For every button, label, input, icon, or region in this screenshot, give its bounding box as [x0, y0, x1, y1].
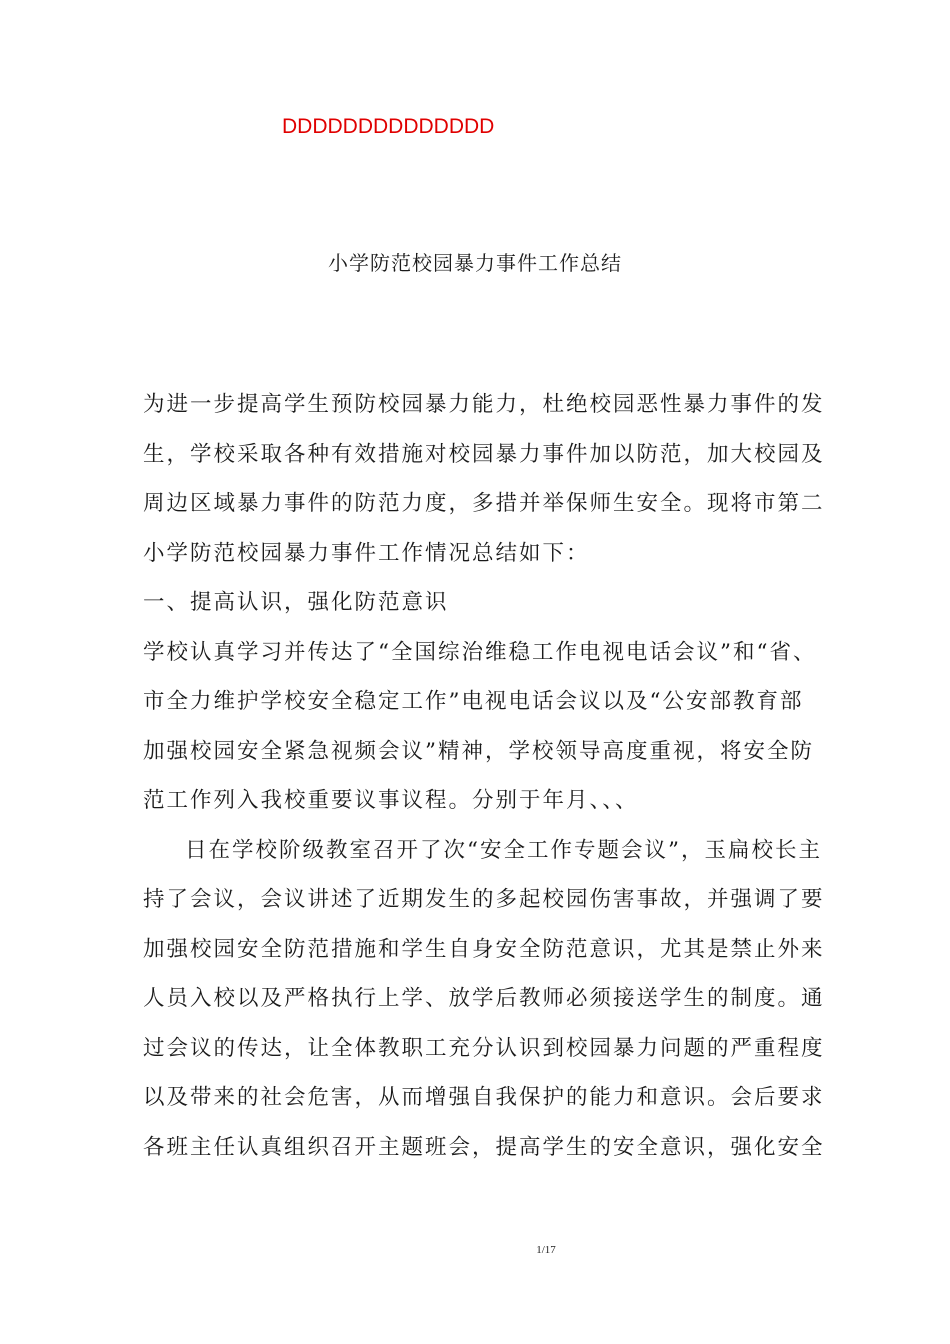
document-body	[143, 386, 833, 1178]
body-line: 为进一步提高学生预防校园暴力能力，杜绝校园恶性暴力事件的发	[143, 392, 825, 417]
body-line: 持了会议，会议讲述了近期发生的多起校园伤害事故，并强调了要	[143, 887, 825, 912]
section-heading: 一、提高认识，强化防范意识	[143, 590, 449, 615]
page-indicator: 1/17	[536, 1244, 556, 1256]
body-line: 人员入校以及严格执行上学、放学后教师必须接送学生的制度。通	[143, 986, 825, 1011]
body-line: 日在学校阶级教室召开了次“安全工作专题会议”，玉扁校长主	[185, 837, 822, 863]
body-line: 小学防范校园暴力事件工作情况总结如下：	[143, 540, 590, 566]
body-line: 过会议的传达，让全体教职工充分认识到校园暴力问题的严重程度	[143, 1035, 825, 1061]
body-line: 加强校园安全紧急视频会议”精神，学校领导高度重视，将安全防	[143, 738, 814, 764]
document-title: 小学防范校园暴力事件工作总结	[328, 251, 622, 275]
body-line: 以及带来的社会危害，从而增强自我保护的能力和意识。会后要求	[143, 1085, 825, 1110]
body-line: 范工作列入我校重要议事议程。分别于年月、、、	[143, 788, 639, 813]
body-line: 学校认真学习并传达了“全国综治维稳工作电视电话会议”和“省、	[143, 639, 817, 665]
body-line: 各班主任认真组织召开主题班会，提高学生的安全意识，强化安全	[143, 1134, 825, 1160]
body-line: 市全力维护学校安全稳定工作”电视电话会议以及“公安部教育部	[143, 689, 804, 714]
body-line: 加强校园安全防范措施和学生自身安全防范意识，尤其是禁止外来	[143, 936, 825, 962]
body-line: 周边区域暴力事件的防范力度，多措并举保师生安全。现将市第二	[143, 491, 825, 516]
header-watermark-text: DDDDDDDDDDDDDD	[282, 115, 495, 138]
body-line: 生，学校采取各种有效措施对校园暴力事件加以防范，加大校园及	[143, 441, 825, 467]
page-number-footer	[0, 1244, 950, 1256]
